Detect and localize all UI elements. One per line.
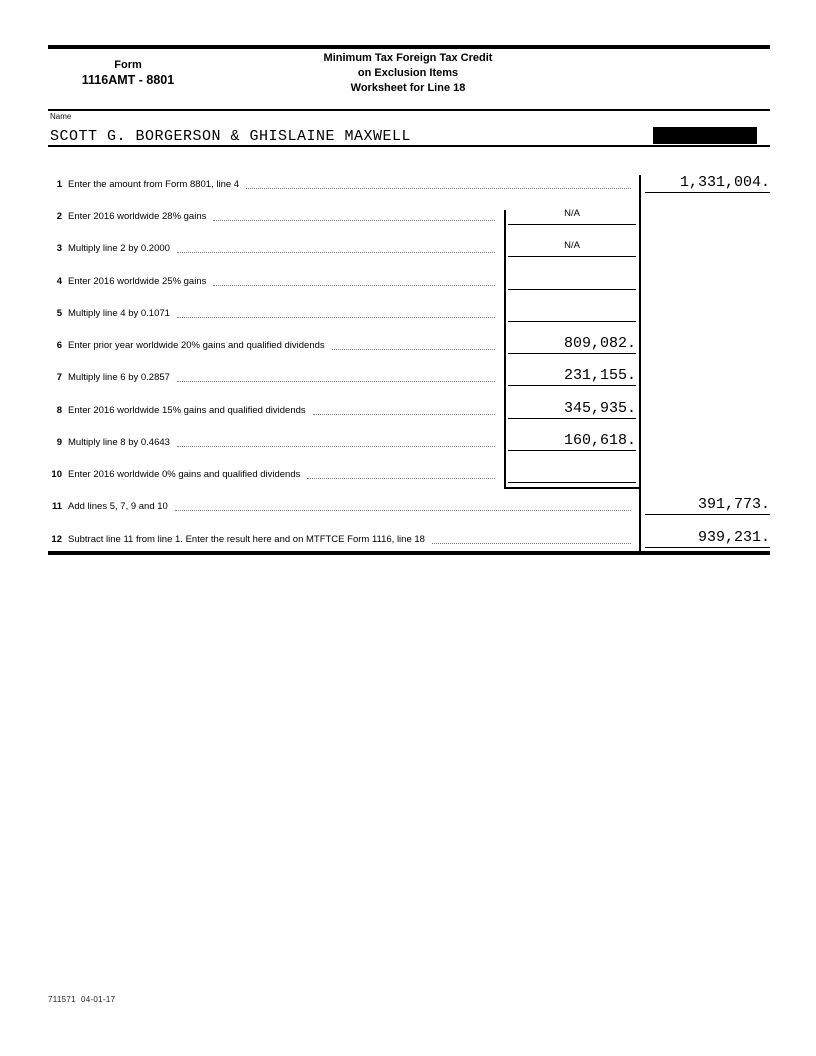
line-11-amount: 391,773. <box>645 495 770 515</box>
dotted-leader <box>307 478 495 479</box>
header-divider-rule <box>48 109 770 111</box>
dotted-leader <box>177 252 495 253</box>
bottom-rule <box>48 551 770 555</box>
line-number: 5 <box>56 308 62 319</box>
dotted-leader <box>432 543 631 544</box>
dotted-leader <box>213 220 495 221</box>
dotted-leader <box>313 414 495 415</box>
top-rule <box>48 45 770 49</box>
inner-column-left-border <box>504 210 506 488</box>
line-number: 12 <box>51 534 62 545</box>
line-label: Enter 2016 worldwide 15% gains and qualified dividends <box>68 405 306 416</box>
line-number: 4 <box>56 276 62 287</box>
worksheet-row-3 <box>48 242 497 256</box>
line-label: Multiply line 6 by 0.2857 <box>68 372 170 383</box>
right-column-separator <box>639 175 641 553</box>
worksheet-row-7 <box>48 371 497 385</box>
dotted-leader <box>177 381 495 382</box>
line-number: 6 <box>56 340 62 351</box>
worksheet-row-11 <box>48 500 633 514</box>
line-number: 1 <box>56 179 62 190</box>
form-title-line1: Minimum Tax Foreign Tax Credit <box>323 52 493 64</box>
dotted-leader <box>213 285 495 286</box>
line-number: 8 <box>56 405 62 416</box>
line-10-amount <box>508 463 636 483</box>
dotted-leader <box>177 446 495 447</box>
line-6-amount: 809,082. <box>508 334 636 354</box>
worksheet-row-9 <box>48 436 497 450</box>
line-label: Enter 2016 worldwide 0% gains and qualified dividends <box>68 469 301 480</box>
form-title-line3: Worksheet for Line 18 <box>350 82 466 94</box>
line-label: Subtract line 11 from line 1. Enter the result here and on MTFTCE Form 1116, line 18 <box>68 534 425 545</box>
inner-column-bottom-border <box>504 487 640 489</box>
worksheet-row-2 <box>48 210 497 224</box>
dotted-leader <box>175 510 631 511</box>
worksheet-row-8 <box>48 404 497 418</box>
line-9-amount: 160,618. <box>508 431 636 451</box>
line-4-amount <box>508 270 636 290</box>
name-underline <box>48 145 770 147</box>
worksheet-row-5 <box>48 307 497 321</box>
redaction-box <box>653 127 757 144</box>
line-number: 9 <box>56 437 62 448</box>
line-label: Enter prior year worldwide 20% gains and qualified dividends <box>68 340 325 351</box>
line-label: Multiply line 4 by 0.1071 <box>68 308 170 319</box>
taxpayer-name: SCOTT G. BORGERSON & GHISLAINE MAXWELL <box>50 128 412 145</box>
line-2-amount: N/A <box>508 205 636 225</box>
line-label: Multiply line 2 by 0.2000 <box>68 243 170 254</box>
line-12-amount: 939,231. <box>645 528 770 548</box>
form-identifier <box>48 58 208 89</box>
line-number: 2 <box>56 211 62 222</box>
line-label: Enter the amount from Form 8801, line 4 <box>68 179 240 190</box>
line-7-amount: 231,155. <box>508 366 636 386</box>
line-number: 11 <box>51 501 62 512</box>
line-label: Multiply line 8 by 0.4643 <box>68 437 170 448</box>
worksheet-row-1 <box>48 178 633 192</box>
line-5-amount <box>508 302 636 322</box>
form-word: Form <box>114 59 142 71</box>
line-3-amount: N/A <box>508 237 636 257</box>
dotted-leader <box>332 349 495 350</box>
form-title <box>208 51 608 96</box>
worksheet-row-4 <box>48 275 497 289</box>
worksheet-row-10 <box>48 468 497 482</box>
line-number: 10 <box>51 469 62 480</box>
dotted-leader <box>177 317 495 318</box>
line-label: Enter 2016 worldwide 28% gains <box>68 211 207 222</box>
worksheet-row-6 <box>48 339 497 353</box>
footer-print-code: 711571 04-01-17 <box>48 995 116 1004</box>
worksheet-row-12 <box>48 533 633 547</box>
line-8-amount: 345,935. <box>508 399 636 419</box>
line-1-amount: 1,331,004. <box>645 173 770 193</box>
name-field-label: Name <box>50 112 72 121</box>
line-label: Enter 2016 worldwide 25% gains <box>68 276 207 287</box>
line-number: 3 <box>56 243 62 254</box>
form-title-line2: on Exclusion Items <box>357 67 459 79</box>
form-number: 1116AMT - 8801 <box>81 73 175 87</box>
dotted-leader <box>246 188 631 189</box>
line-number: 7 <box>56 372 62 383</box>
line-label: Add lines 5, 7, 9 and 10 <box>68 501 168 512</box>
